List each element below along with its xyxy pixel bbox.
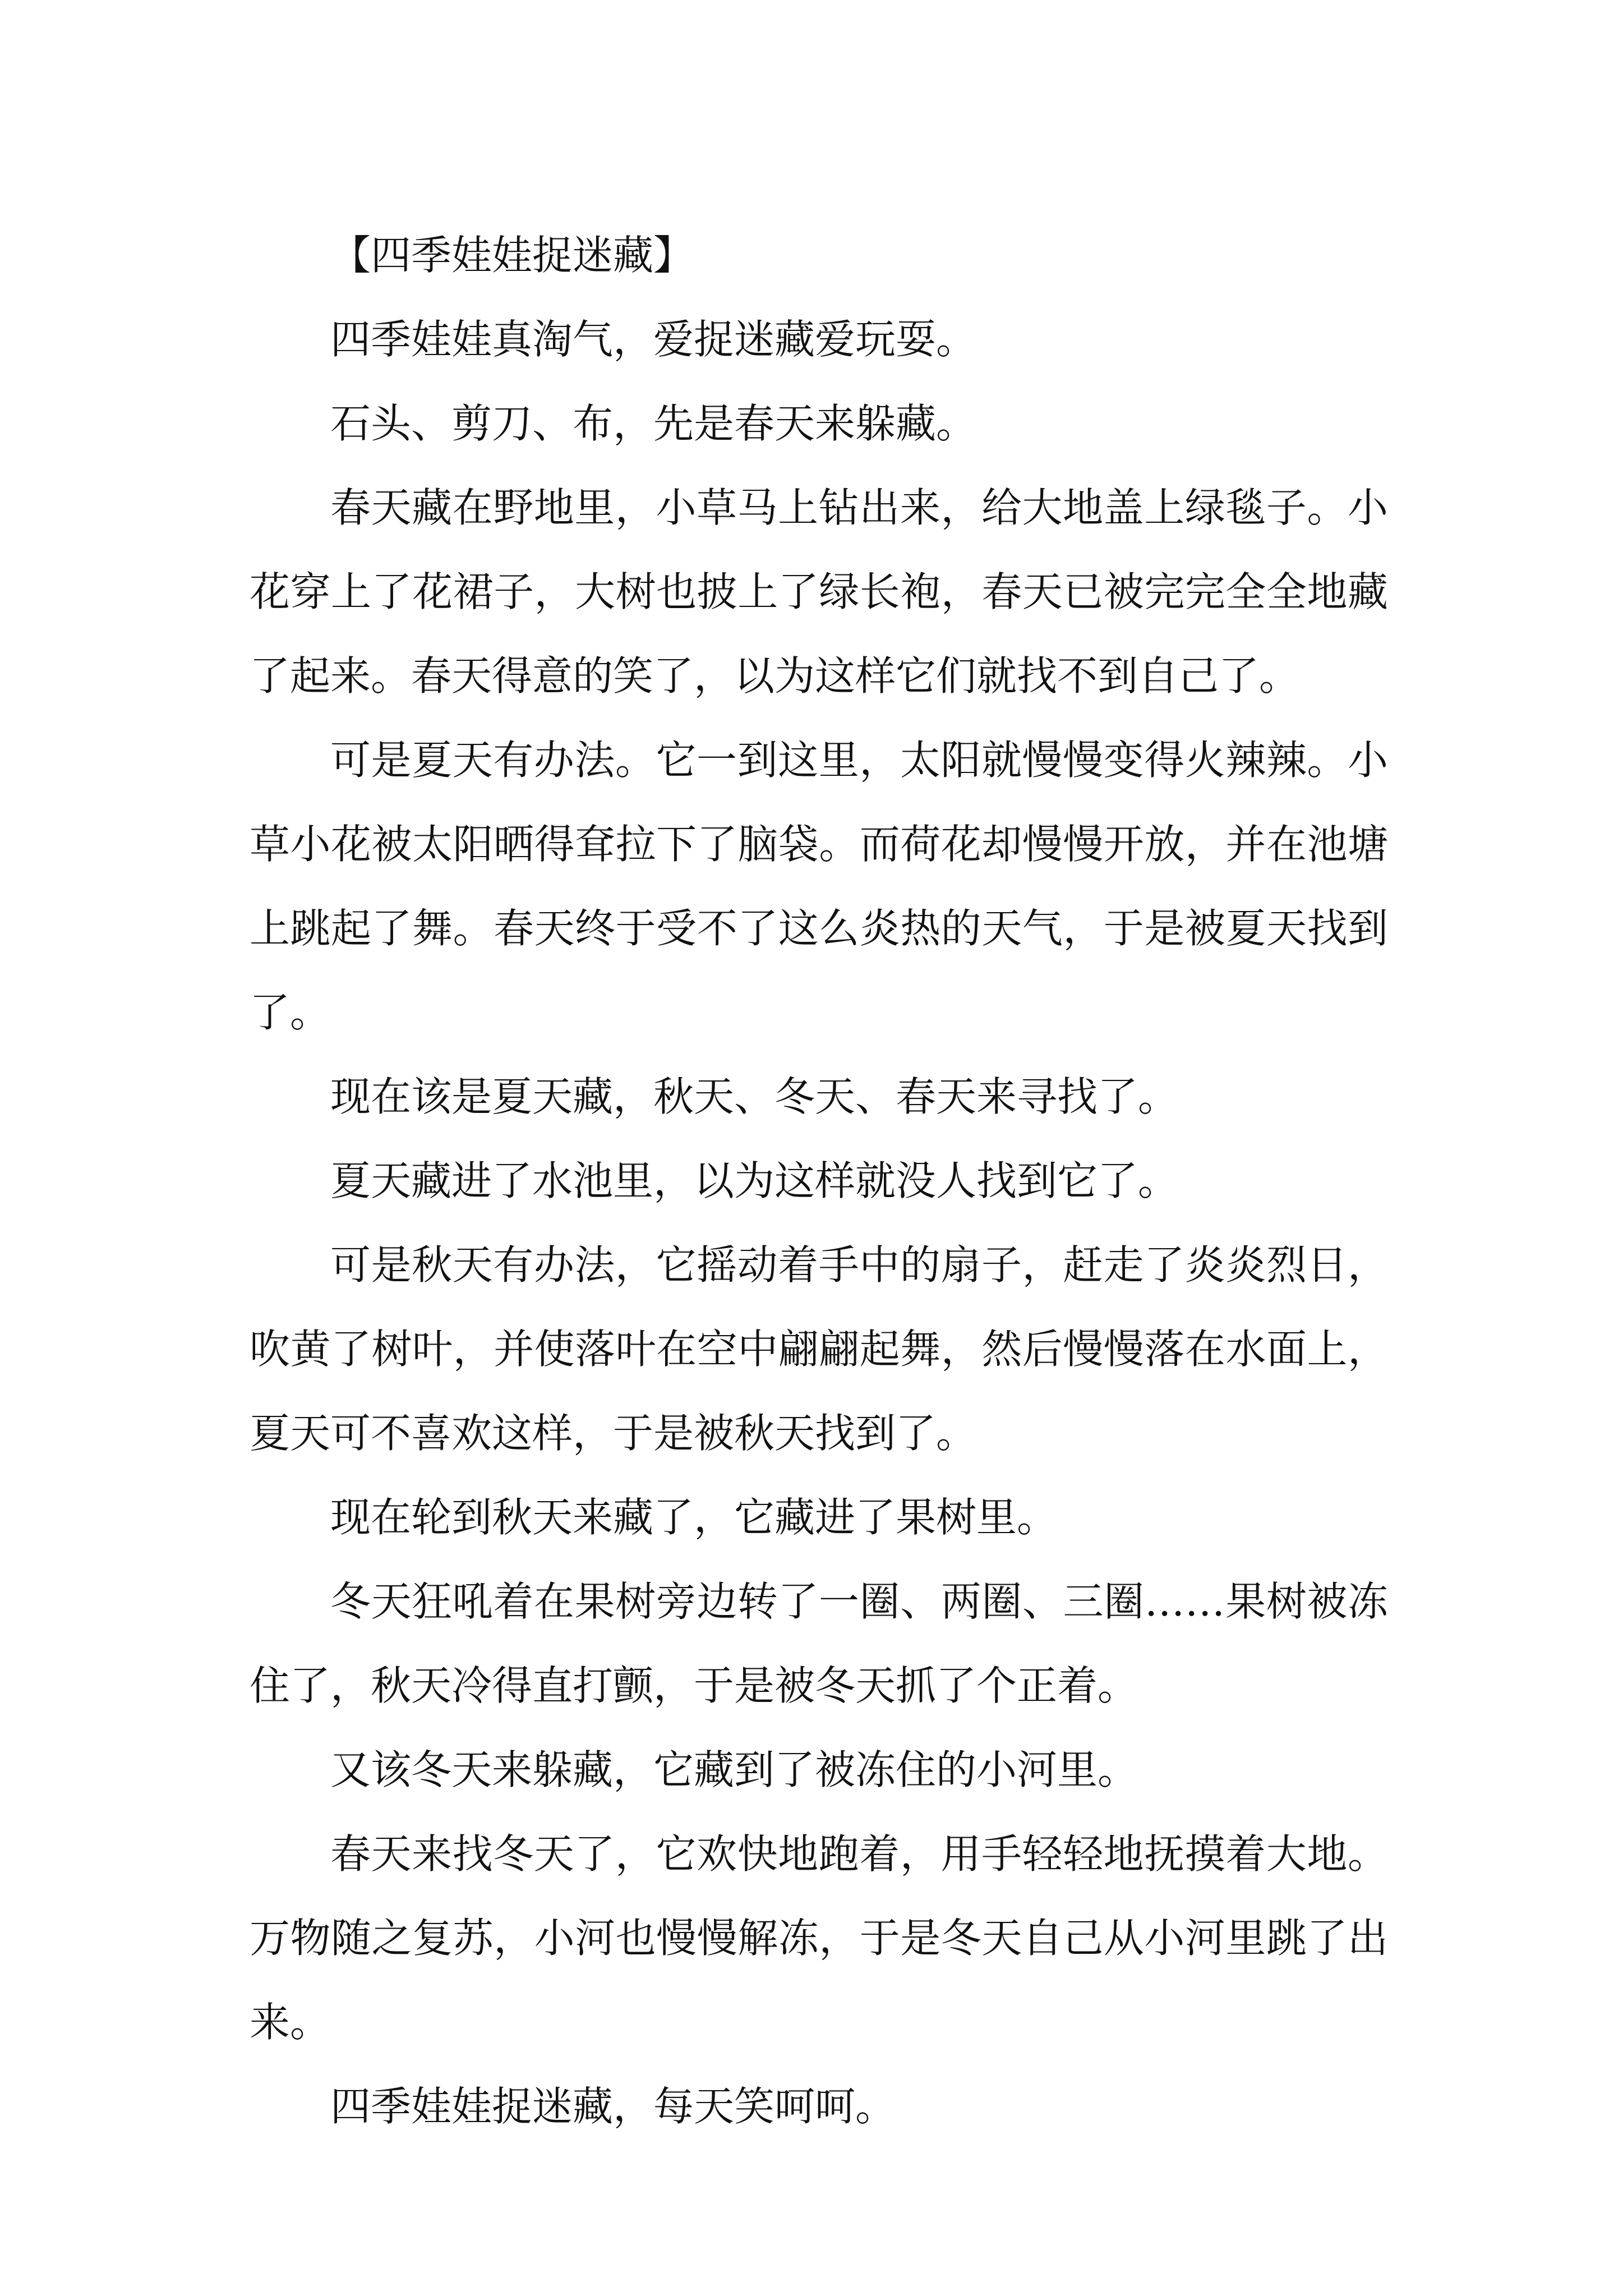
paragraph-2: 石头、剪刀、布，先是春天来躲藏。 [330, 400, 977, 447]
paragraph-4: 可是夏天有办法。它一到这里，太阳就慢慢变得火辣辣。小草小花被太阳晒得耷拉下了脑袋。而荷花却慢慢开放，并在池塘上跳起了舞。春天终于受不了这么炎热的天气，于是被夏天找到了。 [250, 737, 1388, 1036]
paragraph-1: 四季娃娃真淘气，爱捉迷藏爱玩耍。 [330, 316, 977, 363]
paragraph-8: 现在轮到秋天来藏了，它藏进了果树里。 [330, 1494, 1058, 1541]
paragraph-9: 冬天狂吼着在果树旁边转了一圈、两圈、三圈……果树被冻住了，秋天冷得直打颤，于是被冬天抓了个正着。 [250, 1578, 1388, 1709]
paragraph-6: 夏天藏进了水池里，以为这样就没人找到它了。 [330, 1157, 1179, 1204]
paragraph-7: 可是秋天有办法，它摇动着手中的扇子，赶走了炎炎烈日，吹黄了树叶，并使落叶在空中翩翩起舞，然后慢慢落在水面上，夏天可不喜欢这样，于是被秋天找到了。 [250, 1241, 1388, 1457]
document-page [250, 213, 1388, 2148]
document-title: 【四季娃娃捉迷藏】 [330, 232, 694, 279]
paragraph-3: 春天藏在野地里，小草马上钻出来，给大地盖上绿毯子。小花穿上了花裙子，大树也披上了绿长袍，春天已被完完全全地藏了起来。春天得意的笑了，以为这样它们就找不到自己了。 [250, 484, 1388, 700]
paragraph-12: 四季娃娃捉迷藏，每天笑呵呵。 [330, 2083, 896, 2130]
paragraph-10: 又该冬天来躲藏，它藏到了被冻住的小河里。 [330, 1746, 1138, 1793]
paragraph-11: 春天来找冬天了，它欢快地跑着，用手轻轻地抚摸着大地。万物随之复苏，小河也慢慢解冻，于是冬天自己从小河里跳了出来。 [250, 1830, 1388, 2046]
paragraph-5: 现在该是夏天藏，秋天、冬天、春天来寻找了。 [330, 1073, 1179, 1120]
